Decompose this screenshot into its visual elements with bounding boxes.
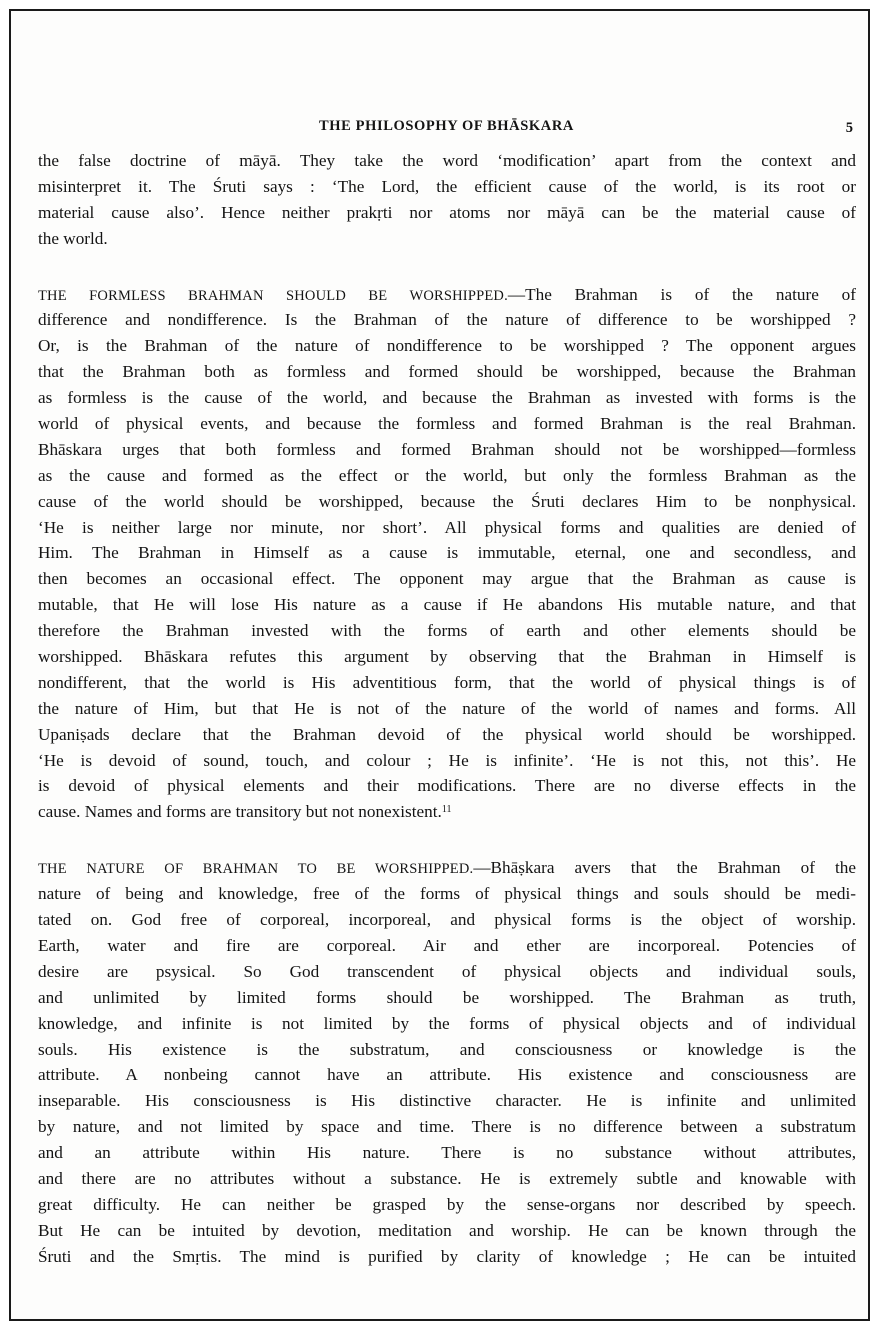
text-line-content: cause. Names and forms are transitory but not nonexistent. bbox=[38, 802, 442, 822]
text-line: Or, is the Brahman of the nature of nondifference to be worshipped ? The opponent argues bbox=[38, 336, 856, 356]
text-line: attribute. A nonbeing cannot have an attribute. His existence and consciousness are bbox=[38, 1065, 856, 1085]
text-line: then becomes an occasional effect. The opponent may argue that the Brahman as cause is bbox=[38, 569, 856, 589]
text-line: knowledge, and infinite is not limited by the forms of physical objects and of individual bbox=[38, 1013, 856, 1033]
text-line: as formless is the cause of the world, and because the Brahman as invested with forms is the bbox=[38, 388, 856, 408]
text-line: ‘He is neither large nor minute, nor short’. All physical forms and qualities are denied of bbox=[38, 517, 856, 537]
section-heading: THE NATURE OF BRAHMAN TO BE WORSHIPPED. bbox=[38, 861, 474, 878]
text-line: Śruti and the Smṛtis. The mind is purified by clarity of knowledge ; He can be intuited bbox=[38, 1246, 856, 1266]
paragraph-formless-brahman bbox=[38, 282, 856, 826]
text-line bbox=[38, 855, 856, 881]
body-text bbox=[38, 148, 856, 1300]
text-line: nature of being and knowledge, free of the forms of physical things and souls should be medi- bbox=[38, 884, 856, 904]
text-line: mutable, that He will lose His nature as a cause if He abandons His mutable nature, and that bbox=[38, 595, 856, 615]
text-line: and unlimited by limited forms should be worshipped. The Brahman as truth, bbox=[38, 987, 856, 1007]
paragraph-nature-of-brahman bbox=[38, 855, 856, 1269]
text-line bbox=[38, 282, 856, 308]
text-line: worshipped. Bhāskara refutes this argument by observing that the Brahman in Himself is bbox=[38, 647, 856, 667]
text-line bbox=[38, 799, 856, 825]
text-line: the world. bbox=[38, 228, 108, 248]
text-line: great difficulty. He can neither be grasped by the sense-organs nor described by speech. bbox=[38, 1194, 856, 1214]
text-line: world of physical events, and because the formless and formed Brahman is the real Brahman. bbox=[38, 414, 856, 434]
text-line: cause of the world should be worshipped, because the Śruti declares Him to be nonphysical. bbox=[38, 491, 856, 511]
text-line-rest: —The Brahman is of the nature of bbox=[507, 284, 856, 304]
page-number: 5 bbox=[845, 120, 853, 136]
text-line: and an attribute within His nature. There is no substance without attributes, bbox=[38, 1143, 856, 1163]
text-line: and there are no attributes without a substance. He is extremely subtle and knowable with bbox=[38, 1168, 856, 1188]
text-line: Upaniṣads declare that the Brahman devoid of the physical world should be worshipped. bbox=[38, 724, 856, 744]
footnote-marker: 11 bbox=[441, 804, 452, 816]
paragraph-maya bbox=[38, 148, 856, 252]
text-line: Him. The Brahman in Himself as a cause is immutable, eternal, one and secondless, and bbox=[38, 543, 856, 563]
text-line: desire are psysical. So God transcendent of physical objects and individual souls, bbox=[38, 961, 856, 981]
text-line: the false doctrine of māyā. They take the word ‘modification’ apart from the context and bbox=[38, 151, 856, 170]
text-line-rest: —Bhāṣkara avers that the Brahman of the bbox=[473, 858, 856, 878]
text-line: is devoid of physical elements and their modifications. There are no diverse effects in the bbox=[38, 776, 856, 796]
section-heading: THE FORMLESS BRAHMAN SHOULD BE WORSHIPPED. bbox=[38, 287, 508, 304]
running-title: THE PHILOSOPHY OF BHĀSKARA bbox=[318, 118, 574, 134]
text-line: nondifferent, that the world is His adventitious form, that the world of physical things is of bbox=[38, 672, 856, 692]
text-line: that the Brahman both as formless and formed should be worshipped, because the Brahman bbox=[38, 362, 856, 382]
text-line: inseparable. His consciousness is His distinctive character. He is infinite and unlimited bbox=[38, 1091, 856, 1111]
text-line: difference and nondifference. Is the Brahman of the nature of difference to be worshipped ? bbox=[38, 310, 856, 330]
text-line: Earth, water and fire are corporeal. Air and ether are incorporeal. Potencies of bbox=[38, 935, 856, 955]
text-line: tated on. God free of corporeal, incorporeal, and physical forms is the object of worship. bbox=[38, 910, 856, 930]
running-header bbox=[40, 118, 853, 140]
text-line: misinterpret it. The Śruti says : ‘The Lord, the efficient cause of the world, is its root or bbox=[38, 176, 856, 196]
text-line: therefore the Brahman invested with the forms of earth and other elements should be bbox=[38, 621, 856, 641]
text-line: by nature, and not limited by space and time. There is no difference between a substratum bbox=[38, 1117, 856, 1137]
text-line: ‘He is devoid of sound, touch, and colour ; He is infinite’. ‘He is not this, not this’. He bbox=[38, 750, 856, 770]
text-line: Bhāskara urges that both formless and formed Brahman should not be worshipped—formless bbox=[38, 439, 856, 459]
text-line: But He can be intuited by devotion, meditation and worship. He can be known through the bbox=[38, 1220, 856, 1240]
text-line: material cause also’. Hence neither prakṛti nor atoms nor māyā can be the material cause of bbox=[38, 202, 856, 222]
text-line: as the cause and formed as the effect or the world, but only the formless Brahman as the bbox=[38, 465, 856, 485]
text-line: the nature of Him, but that He is not of the nature of the world of names and forms. All bbox=[38, 698, 856, 718]
text-line: souls. His existence is the substratum, and consciousness or knowledge is the bbox=[38, 1039, 856, 1059]
